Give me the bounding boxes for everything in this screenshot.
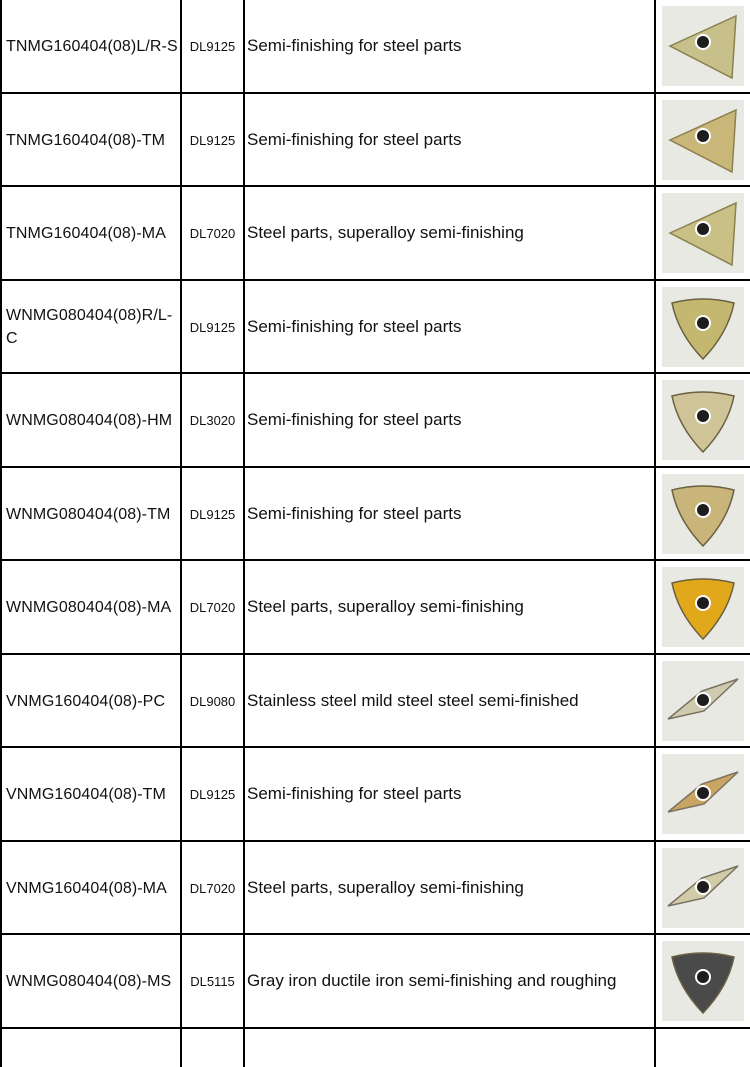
application-cell bbox=[245, 281, 656, 373]
triangle-insert-icon bbox=[662, 100, 744, 180]
model-cell bbox=[0, 468, 182, 560]
grade-cell bbox=[182, 187, 245, 279]
table-row bbox=[0, 185, 750, 279]
application-cell bbox=[245, 468, 656, 560]
trigon-insert-icon bbox=[662, 567, 744, 647]
model-cell bbox=[0, 655, 182, 747]
trigon-insert-icon bbox=[662, 380, 744, 460]
table-row bbox=[0, 746, 750, 840]
trigon-insert-icon bbox=[662, 287, 744, 367]
table-row bbox=[0, 372, 750, 466]
model-cell bbox=[0, 94, 182, 186]
grade-code: DL3020 bbox=[189, 412, 236, 428]
grade-cell bbox=[182, 0, 245, 92]
insert-photo-cell bbox=[656, 935, 750, 1027]
insert-photo-cell bbox=[656, 842, 750, 934]
table-row bbox=[0, 840, 750, 934]
model-code: TNMG160404(08)L/R-S bbox=[6, 37, 178, 55]
application-text: Semi-finishing for steel parts bbox=[247, 130, 462, 149]
grade-code: DL9080 bbox=[189, 693, 236, 709]
model-code: TNMG160404(08)-MA bbox=[6, 224, 166, 242]
insert-photo-cell bbox=[656, 374, 750, 466]
grade-code: DL9125 bbox=[189, 506, 236, 522]
diamond-insert-icon bbox=[662, 754, 744, 834]
table-row bbox=[0, 466, 750, 560]
application-text: Semi-finishing for steel parts bbox=[247, 410, 462, 429]
application-text: Semi-finishing for steel parts bbox=[247, 317, 462, 336]
model-cell bbox=[0, 842, 182, 934]
grade-code: DL9125 bbox=[189, 319, 236, 335]
insert-photo-cell bbox=[656, 281, 750, 373]
application-text: Gray iron ductile iron semi-finishing and roughing bbox=[247, 971, 617, 990]
application-cell bbox=[245, 94, 656, 186]
grade-code: DL9125 bbox=[189, 786, 236, 802]
model-cell bbox=[0, 561, 182, 653]
grade-cell bbox=[182, 655, 245, 747]
application-text: Semi-finishing for steel parts bbox=[247, 784, 462, 803]
model-code: WNMG080404(08)R/L-C bbox=[6, 307, 173, 347]
grade-code: DL7020 bbox=[189, 225, 236, 241]
insert-photo-cell bbox=[656, 748, 750, 840]
model-cell bbox=[0, 935, 182, 1027]
diamond-insert-icon bbox=[662, 848, 744, 928]
model-code: WNMG080404(08)-MS bbox=[6, 972, 172, 990]
application-cell bbox=[245, 561, 656, 653]
model-code: VNMG160404(08)-MA bbox=[6, 879, 167, 897]
model-code: TNMG160404(08)-TM bbox=[6, 131, 166, 149]
empty-cell bbox=[656, 1029, 750, 1067]
model-code: VNMG160404(08)-TM bbox=[6, 785, 166, 803]
table-row bbox=[0, 279, 750, 373]
table-row bbox=[0, 653, 750, 747]
model-code: WNMG080404(08)-HM bbox=[6, 411, 173, 429]
insert-photo-cell bbox=[656, 187, 750, 279]
grade-cell bbox=[182, 748, 245, 840]
grade-code: DL5115 bbox=[190, 973, 235, 989]
grade-cell bbox=[182, 935, 245, 1027]
insert-photo-cell bbox=[656, 468, 750, 560]
model-cell bbox=[0, 748, 182, 840]
model-cell bbox=[0, 0, 182, 92]
diamond-insert-icon bbox=[662, 661, 744, 741]
application-cell bbox=[245, 374, 656, 466]
insert-photo-cell bbox=[656, 655, 750, 747]
grade-cell bbox=[182, 561, 245, 653]
model-cell bbox=[0, 187, 182, 279]
grade-code: DL7020 bbox=[189, 599, 236, 615]
insert-photo-cell bbox=[656, 0, 750, 92]
empty-cell bbox=[182, 1029, 245, 1067]
grade-code: DL7020 bbox=[189, 880, 236, 896]
table-row bbox=[0, 92, 750, 186]
application-cell bbox=[245, 187, 656, 279]
insert-photo-cell bbox=[656, 94, 750, 186]
application-cell bbox=[245, 748, 656, 840]
model-code: VNMG160404(08)-PC bbox=[6, 692, 166, 710]
application-cell bbox=[245, 655, 656, 747]
application-text: Steel parts, superalloy semi-finishing bbox=[247, 223, 524, 242]
table-row-partial bbox=[0, 1027, 750, 1067]
grade-code: DL9125 bbox=[189, 132, 236, 148]
table-row bbox=[0, 933, 750, 1027]
grade-cell bbox=[182, 94, 245, 186]
application-text: Semi-finishing for steel parts bbox=[247, 36, 462, 55]
application-cell bbox=[245, 935, 656, 1027]
triangle-insert-icon bbox=[662, 193, 744, 273]
application-text: Stainless steel mild steel steel semi-finished bbox=[247, 691, 579, 710]
triangle-insert-icon bbox=[662, 6, 744, 86]
trigon-insert-icon bbox=[662, 474, 744, 554]
model-cell bbox=[0, 374, 182, 466]
grade-cell bbox=[182, 374, 245, 466]
grade-cell bbox=[182, 842, 245, 934]
grade-cell bbox=[182, 468, 245, 560]
grade-code: DL9125 bbox=[189, 38, 236, 54]
application-text: Steel parts, superalloy semi-finishing bbox=[247, 878, 524, 897]
grade-cell bbox=[182, 281, 245, 373]
application-cell bbox=[245, 0, 656, 92]
trigon-insert-icon bbox=[662, 941, 744, 1021]
empty-cell bbox=[245, 1029, 656, 1067]
empty-cell bbox=[0, 1029, 182, 1067]
model-code: WNMG080404(08)-MA bbox=[6, 598, 172, 616]
application-cell bbox=[245, 842, 656, 934]
application-text: Semi-finishing for steel parts bbox=[247, 504, 462, 523]
model-cell bbox=[0, 281, 182, 373]
table-row bbox=[0, 0, 750, 92]
insert-photo-cell bbox=[656, 561, 750, 653]
table-row bbox=[0, 559, 750, 653]
application-text: Steel parts, superalloy semi-finishing bbox=[247, 597, 524, 616]
model-code: WNMG080404(08)-TM bbox=[6, 505, 171, 523]
